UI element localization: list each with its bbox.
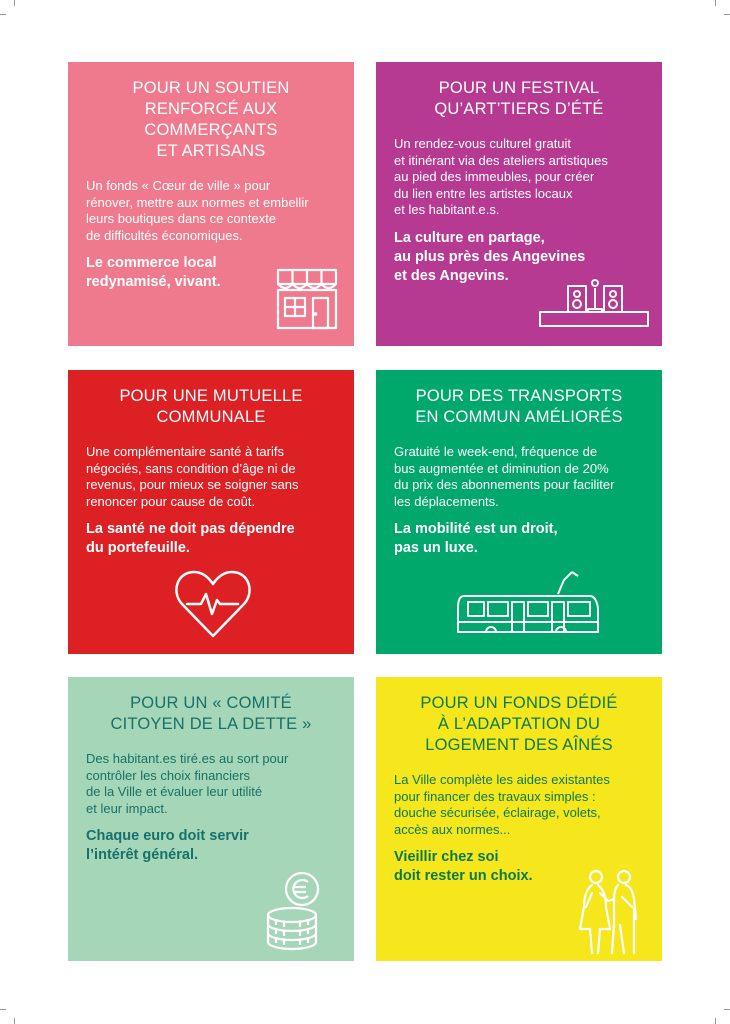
card-description: Des habitant.es tiré.es au sort pour contrôler les choix financiers de la Ville et évaluer leur utilité et leur impact.	[86, 751, 289, 816]
card-title: POUR UN « COMITÉ CITOYEN DE LA DETTE »	[110, 694, 312, 733]
card-description: Un rendez-vous culturel gratuit et itinérant via des ateliers artistiques au pied des immeubles, pour créer du lien entre les artistes locaux et les habitant.e.s.	[394, 136, 608, 217]
heart-pulse-icon	[173, 568, 253, 640]
card-title: POUR DES TRANSPORTS EN COMMUN AMÉLIORÉS	[415, 387, 623, 426]
elderly-couple-icon	[578, 869, 642, 955]
crop-mark	[0, 14, 6, 15]
card-description: Gratuité le week-end, fréquence de bus augmentée et diminution de 20% du prix des abonnements pour faciliter les déplacements.	[394, 444, 615, 509]
tram-icon	[456, 570, 600, 638]
card-commerce	[68, 62, 354, 346]
card-title: POUR UN SOUTIEN RENFORCÉ AUX COMMERÇANTS ET ARTISANS	[132, 79, 290, 160]
card-mutuelle	[68, 370, 354, 654]
card-title: POUR UN FONDS DÉDIÉ À L’ADAPTATION DU LOGEMENT DES AÎNÉS	[420, 694, 618, 754]
card-slogan: Le commerce local redynamisé, vivant.	[86, 255, 221, 290]
card-slogan: La santé ne doit pas dépendre du portefeuille.	[86, 521, 295, 556]
card-slogan: Chaque euro doit servir l’intérêt général.	[86, 828, 249, 863]
card-description: Une complémentaire santé à tarifs négociés, sans condition d’âge ni de revenus, pour mieux se soigner sans renoncer pour cause de coût.	[86, 444, 299, 509]
crop-mark	[14, 0, 15, 6]
crop-mark	[14, 1018, 15, 1024]
crop-mark	[715, 0, 716, 6]
card-description: La Ville complète les aides existantes pour financer des travaux simples : douche sécurisée, éclairage, volets, accès aux normes...	[394, 772, 610, 837]
shop-icon	[274, 268, 340, 330]
card-slogan: La culture en partage, au plus près des Angevines et des Angevins.	[394, 229, 586, 284]
card-transports	[376, 370, 662, 654]
card-logement-aines	[376, 677, 662, 961]
stage-icon	[538, 276, 650, 332]
crop-mark	[724, 14, 730, 15]
card-comite-dette	[68, 677, 354, 961]
crop-mark	[0, 1009, 6, 1010]
card-slogan: Vieillir chez soi doit rester un choix.	[394, 849, 533, 884]
card-festival	[376, 62, 662, 346]
crop-mark	[715, 1018, 716, 1024]
euro-coins-icon	[264, 869, 326, 955]
card-description: Un fonds « Cœur de ville » pour rénover, mettre aux normes et embellir leurs boutiques dans ce contexte de difficultés économiques.	[86, 178, 309, 243]
crop-mark	[724, 1009, 730, 1010]
card-title: POUR UNE MUTUELLE COMMUNALE	[119, 387, 303, 426]
card-slogan: La mobilité est un droit, pas un luxe.	[394, 521, 558, 556]
card-title: POUR UN FESTIVAL QU’ART’TIERS D’ÉTÉ	[434, 79, 604, 118]
